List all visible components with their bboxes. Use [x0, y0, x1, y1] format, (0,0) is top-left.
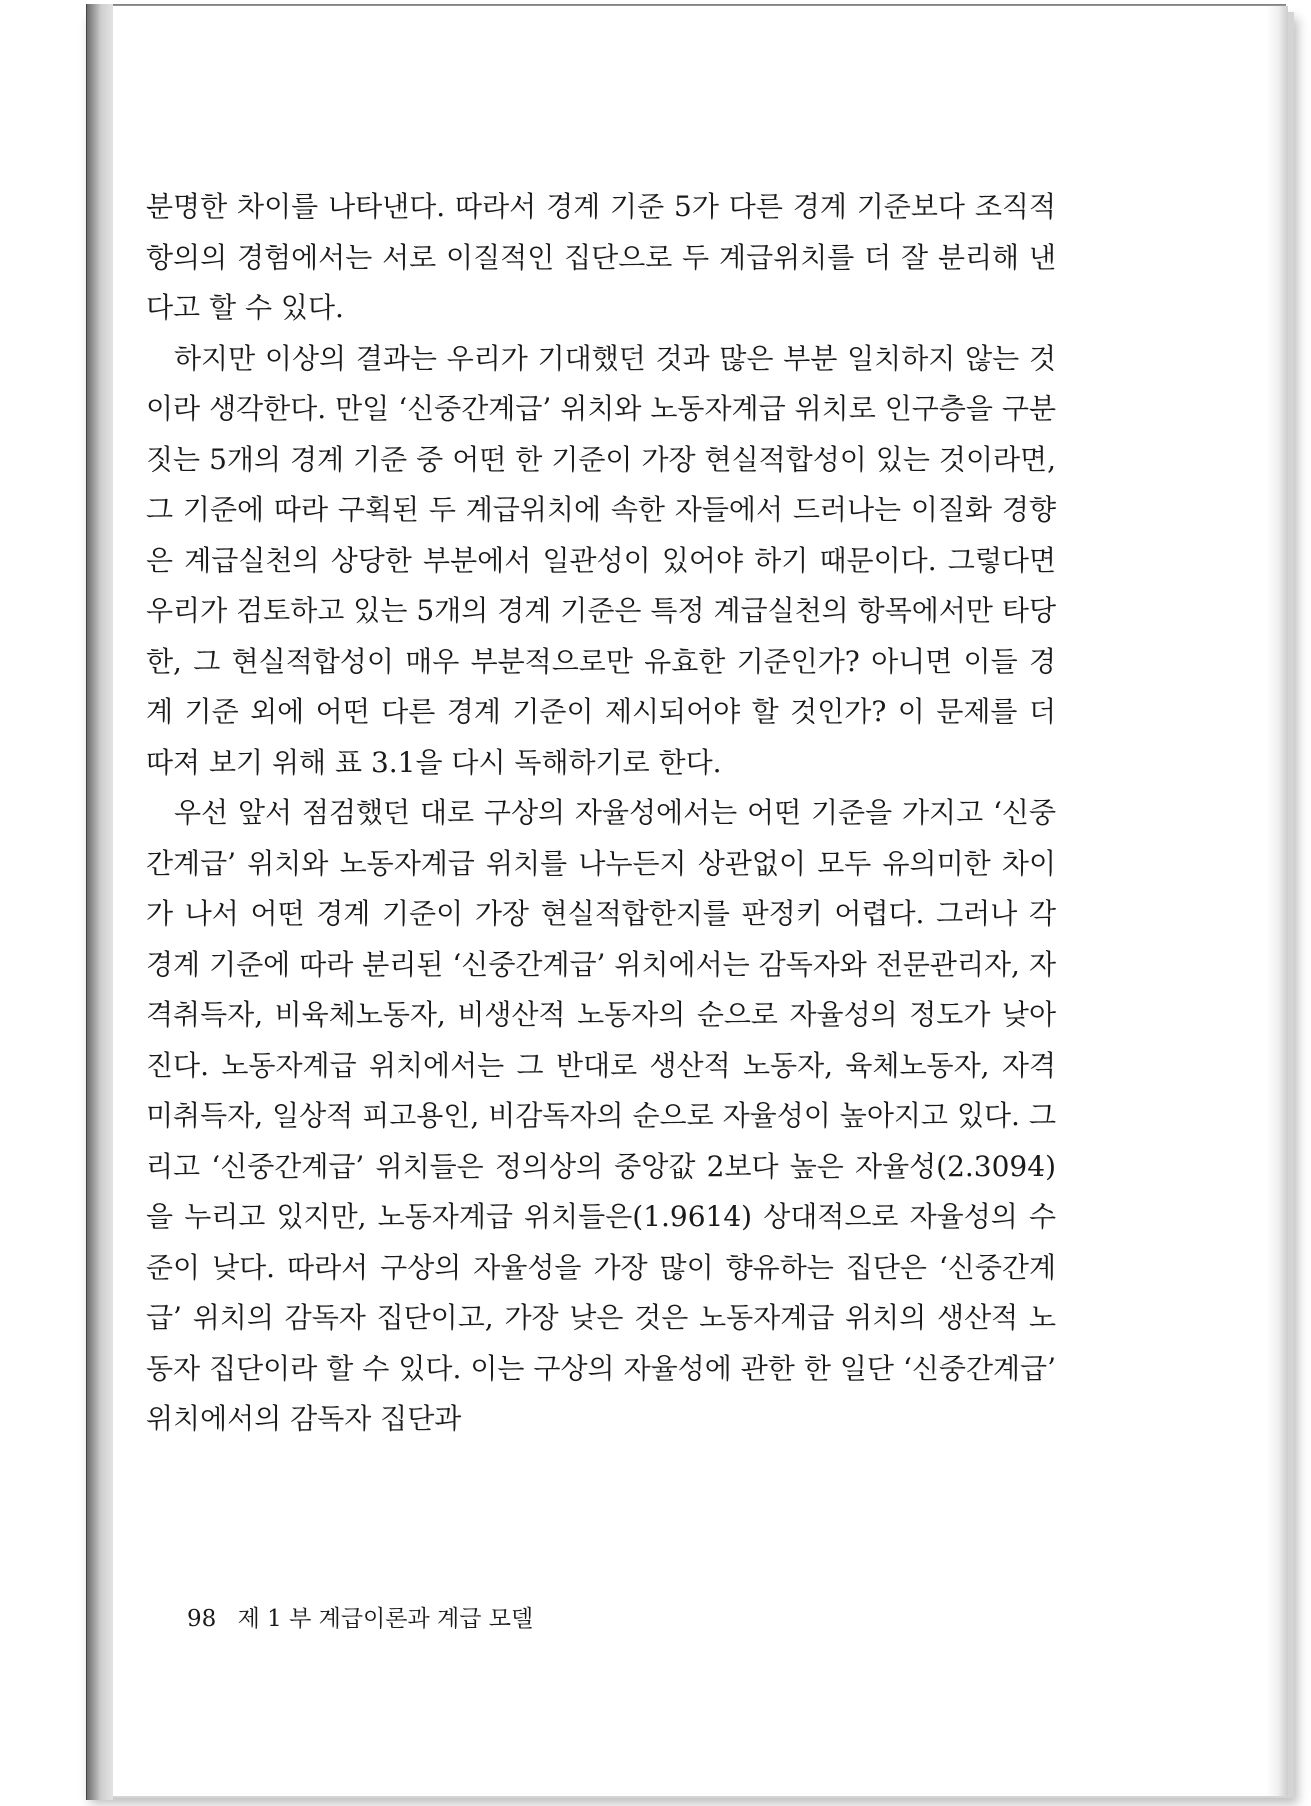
part-title: 계급이론과 계급 모델 — [318, 1606, 534, 1632]
paragraph-2: 하지만 이상의 결과는 우리가 기대했던 것과 많은 부분 일치하지 않는 것이라 생각한다. 만일 ‘신중간계급’ 위치와 노동자계급 위치로 인구층을 구분짓는 5개의 경계 기준 중 어떤 한 기준이 가장 현실적합성이 있는 것이라면, 그 기준에 따라 구획된 두 계급위치에 속한 자들에서 드러나는 이질화 경향은 계급실천의 상당한 부분에서 일관성이 있어야 하기 때문이다. 그렇다면 우리가 검토하고 있는 5개의 경계 기준은 특정 계급실천의 항목에서만 타당한, 그 현실적합성이 매우 부분적으로만 유효한 기준인가? 아니면 이들 경계 기준 외에 어떤 다른 경계 기준이 제시되어야 할 것인가? 이 문제를 더 따져 보기 위해 표 3.1을 다시 독해하기로 한다. — [146, 341, 1056, 779]
part-label: 제 1 부 — [237, 1606, 312, 1632]
page-right-edge — [1266, 6, 1288, 1796]
page-number: 98 — [187, 1606, 217, 1632]
book-spine — [86, 4, 113, 1800]
page-footer — [187, 1600, 533, 1633]
paragraph-3: 우선 앞서 점검했던 대로 구상의 자율성에서는 어떤 기준을 가지고 ‘신중간계급’ 위치와 노동자계급 위치를 나누든지 상관없이 모두 유의미한 차이가 나서 어떤 경계 기준이 가장 현실적합한지를 판정키 어렵다. 그러나 각 경계 기준에 따라 분리된 ‘신중간계급’ 위치에서는 감독자와 전문관리자, 자격취득자, 비육체노동자, 비생산적 노동자의 순으로 자율성의 정도가 낮아진다. 노동자계급 위치에서는 그 반대로 생산적 노동자, 육체노동자, 자격 미취득자, 일상적 피고용인, 비감독자의 순으로 자율성이 높아지고 있다. 그리고 ‘신중간계급’ 위치들은 정의상의 중앙값 2보다 높은 자율성(2.3094)을 누리고 있지만, 노동자계급 위치들은(1.9614) 상대적으로 자율성의 수준이 낮다. 따라서 구상의 자율성을 가장 많이 향유하는 집단은 ‘신중간계급’ 위치의 감독자 집단이고, 가장 낮은 것은 노동자계급 위치의 생산적 노동자 집단이라 할 수 있다. 이는 구상의 자율성에 관한 한 일단 ‘신중간계급’ 위치에서의 감독자 집단과 — [146, 796, 1056, 1435]
paragraph-1: 분명한 차이를 나타낸다. 따라서 경계 기준 5가 다른 경계 기준보다 조직적 항의의 경험에서는 서로 이질적인 집단으로 두 계급위치를 더 잘 분리해 낸다고 할 수 있다. — [146, 190, 1056, 324]
body-text — [146, 182, 1056, 1445]
